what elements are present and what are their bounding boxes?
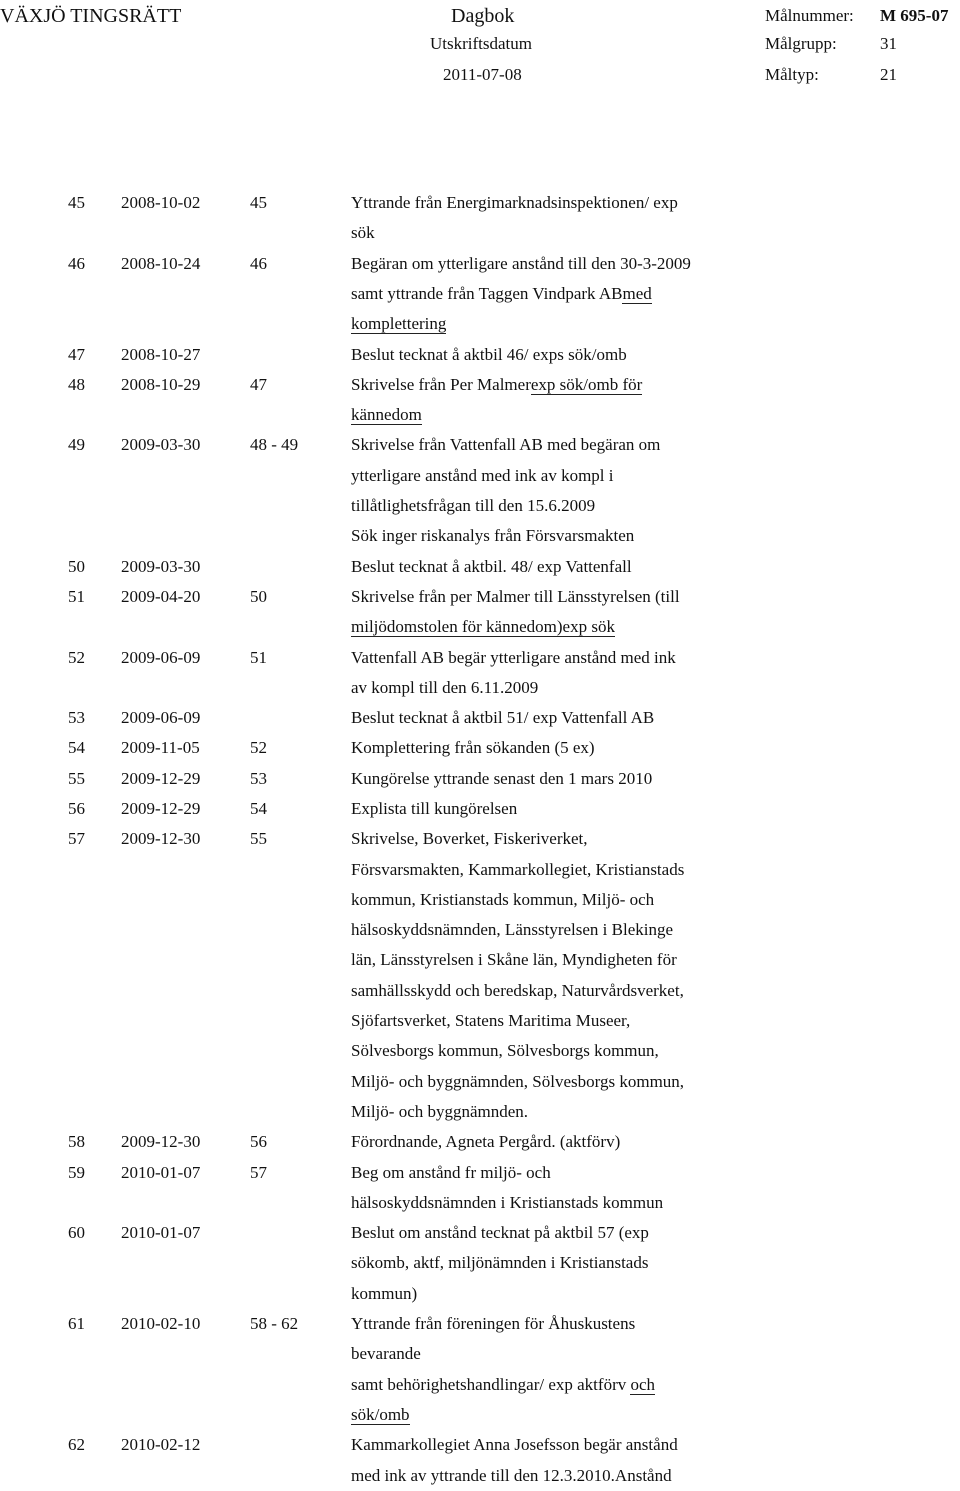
description-line bbox=[351, 612, 680, 642]
description-text: Skrivelse från Vattenfall AB med begäran om bbox=[351, 435, 661, 455]
entry-date: 2010-02-12 bbox=[121, 1435, 201, 1455]
print-date: 2011-07-08 bbox=[443, 65, 522, 84]
entry-date: 2010-02-10 bbox=[121, 1314, 201, 1334]
diary-entry bbox=[0, 733, 960, 763]
entry-date: 2009-12-30 bbox=[121, 829, 201, 849]
entry-description bbox=[351, 764, 652, 794]
entry-description bbox=[351, 643, 676, 704]
entry-description bbox=[351, 1158, 663, 1219]
description-text: Skrivelse från Per Malmer bbox=[351, 374, 531, 394]
entry-description bbox=[351, 824, 684, 1127]
description-text: Förordnande, Agneta Pergård. (aktförv) bbox=[351, 1132, 621, 1152]
description-line bbox=[351, 218, 678, 248]
description-line bbox=[351, 1097, 684, 1127]
entry-attachment: 46 bbox=[250, 253, 267, 273]
case-group-label: Målgrupp: bbox=[765, 34, 837, 53]
description-text: Kungörelse yttrande senast den 1 mars 2010 bbox=[351, 768, 653, 788]
description-text: bevarande bbox=[351, 1344, 421, 1364]
description-line bbox=[351, 1036, 684, 1066]
description-text: kommun) bbox=[351, 1283, 418, 1303]
description-line bbox=[351, 491, 660, 521]
description-text: sök/omb bbox=[351, 1404, 410, 1424]
entry-number: 60 bbox=[68, 1223, 85, 1243]
entry-number: 50 bbox=[68, 556, 85, 576]
entry-date: 2009-04-20 bbox=[121, 586, 201, 606]
description-text: Vattenfall AB begär ytterligare anstånd med ink bbox=[351, 647, 676, 667]
case-group: 31 bbox=[880, 34, 897, 53]
entry-number: 61 bbox=[68, 1314, 85, 1334]
entry-description bbox=[351, 370, 642, 431]
diary-entry bbox=[0, 1158, 960, 1219]
entry-attachment: 53 bbox=[250, 768, 267, 788]
diary-entry bbox=[0, 188, 960, 249]
entry-description bbox=[351, 340, 627, 370]
description-text: av kompl till den 6.11.2009 bbox=[351, 677, 539, 697]
description-text: Beg om anstånd fr miljö- och bbox=[351, 1162, 551, 1182]
description-text: Begäran om ytterligare anstånd till den 30-3-2009 bbox=[351, 253, 691, 273]
entry-attachment: 47 bbox=[250, 374, 267, 394]
entry-date: 2008-10-02 bbox=[121, 193, 201, 212]
entry-attachment: 50 bbox=[250, 586, 267, 606]
description-line bbox=[351, 1461, 678, 1491]
entry-description bbox=[351, 794, 517, 824]
underlined-text: med bbox=[622, 283, 652, 303]
description-line bbox=[351, 1158, 663, 1188]
description-line bbox=[351, 1127, 620, 1157]
diary-entry bbox=[0, 340, 960, 370]
case-number-label: Målnummer: bbox=[765, 6, 854, 25]
description-text: Sölvesborgs kommun, Sölvesborgs kommun, bbox=[351, 1041, 659, 1061]
entry-date: 2008-10-24 bbox=[121, 253, 201, 273]
entry-date: 2009-12-30 bbox=[121, 1132, 201, 1152]
description-line bbox=[351, 1188, 663, 1218]
entry-date: 2009-06-09 bbox=[121, 708, 201, 728]
description-text: hälsoskyddsnämnden, Länsstyrelsen i Blekinge bbox=[351, 920, 674, 940]
diary-entry bbox=[0, 552, 960, 582]
description-text: Försvarsmakten, Kammarkollegiet, Kristianstads bbox=[351, 859, 685, 879]
entry-number: 45 bbox=[68, 193, 85, 212]
entry-attachment: 52 bbox=[250, 738, 267, 758]
entry-date: 2008-10-29 bbox=[121, 374, 201, 394]
case-number: M 695-07 bbox=[880, 6, 949, 25]
description-line bbox=[351, 1370, 655, 1400]
entry-attachment: 51 bbox=[250, 647, 267, 667]
entry-description bbox=[351, 188, 678, 249]
description-text: Miljö- och byggnämnden, Sölvesborgs kommun, bbox=[351, 1071, 685, 1091]
description-text: ytterligare anstånd med ink av kompl i bbox=[351, 465, 614, 485]
description-line bbox=[351, 1006, 684, 1036]
description-line bbox=[351, 1248, 649, 1278]
entry-attachment: 45 bbox=[250, 193, 267, 212]
diary-entry bbox=[0, 249, 960, 340]
description-line bbox=[351, 521, 660, 551]
description-line bbox=[351, 1279, 649, 1309]
description-line bbox=[351, 885, 684, 915]
entry-attachment: 48 - 49 bbox=[250, 435, 299, 455]
diary-entry bbox=[0, 1430, 960, 1491]
underlined-text: exp sök bbox=[562, 617, 615, 637]
entry-description bbox=[351, 1127, 620, 1157]
entry-description bbox=[351, 703, 654, 733]
entry-description bbox=[351, 582, 680, 643]
description-line bbox=[351, 430, 660, 460]
diary-entry bbox=[0, 1127, 960, 1157]
description-line bbox=[351, 1067, 684, 1097]
description-text: Miljö- och byggnämnden. bbox=[351, 1101, 529, 1121]
entry-number: 51 bbox=[68, 586, 85, 606]
diary-entry bbox=[0, 1309, 960, 1430]
description-line bbox=[351, 1309, 655, 1339]
entry-date: 2009-12-29 bbox=[121, 768, 201, 788]
description-text: Beslut tecknat å aktbil 46/ exps sök/omb bbox=[351, 344, 627, 364]
description-line bbox=[351, 400, 642, 430]
description-line bbox=[351, 582, 680, 612]
entry-number: 59 bbox=[68, 1162, 85, 1182]
entry-date: 2009-11-05 bbox=[121, 738, 200, 758]
description-text: Kammarkollegiet Anna Josefsson begär anstånd bbox=[351, 1435, 678, 1455]
description-line bbox=[351, 733, 595, 763]
description-line bbox=[351, 855, 684, 885]
description-line bbox=[351, 370, 642, 400]
description-text: Yttrande från föreningen för Åhuskustens bbox=[351, 1314, 636, 1334]
description-text: miljödomstolen för kännedom) bbox=[351, 617, 563, 637]
diary-entry bbox=[0, 582, 960, 643]
entry-attachment: 56 bbox=[250, 1132, 267, 1152]
description-line bbox=[351, 279, 691, 309]
description-text: sökomb, aktf, miljönämnden i Kristianstads bbox=[351, 1253, 649, 1273]
description-line bbox=[351, 340, 627, 370]
entry-attachment: 55 bbox=[250, 829, 267, 849]
description-line bbox=[351, 249, 691, 279]
description-text: samt yttrande från Taggen Vindpark AB bbox=[351, 283, 623, 303]
description-text: län, Länsstyrelsen i Skåne län, Myndigheten för bbox=[351, 950, 677, 970]
diary-entry bbox=[0, 643, 960, 704]
entry-attachment: 54 bbox=[250, 799, 267, 818]
court-name: VÄXJÖ TINGSRÄTT bbox=[0, 5, 182, 27]
description-line bbox=[351, 703, 654, 733]
diary-entry bbox=[0, 1218, 960, 1309]
entry-number: 57 bbox=[68, 829, 85, 849]
entry-description bbox=[351, 1430, 678, 1491]
entry-date: 2009-12-29 bbox=[121, 799, 201, 818]
entry-number: 47 bbox=[68, 344, 85, 364]
description-line bbox=[351, 673, 676, 703]
entry-date: 2008-10-27 bbox=[121, 344, 201, 364]
description-line bbox=[351, 976, 684, 1006]
description-line bbox=[351, 824, 684, 854]
description-line bbox=[351, 309, 691, 339]
entry-number: 49 bbox=[68, 435, 85, 455]
diary-entry bbox=[0, 703, 960, 733]
description-text: Explista till kungörelsen bbox=[351, 799, 518, 818]
description-text: Beslut om anstånd tecknat på aktbil 57 (exp bbox=[351, 1223, 649, 1243]
underlined-text: exp sök/omb för bbox=[530, 374, 643, 394]
entry-description bbox=[351, 733, 595, 763]
entry-attachment: 58 - 62 bbox=[250, 1314, 299, 1334]
description-text: komplettering bbox=[351, 314, 447, 334]
entry-description bbox=[351, 430, 660, 551]
description-line bbox=[351, 552, 632, 582]
entry-description bbox=[351, 1309, 655, 1430]
entry-number: 62 bbox=[68, 1435, 85, 1455]
entry-date: 2009-03-30 bbox=[121, 556, 201, 576]
description-text: kännedom bbox=[351, 405, 422, 425]
description-line bbox=[351, 461, 660, 491]
description-text: hälsoskyddsnämnden i Kristianstads kommun bbox=[351, 1192, 664, 1212]
description-line bbox=[351, 764, 652, 794]
entry-number: 52 bbox=[68, 647, 85, 667]
description-line bbox=[351, 1430, 678, 1460]
description-line bbox=[351, 1339, 655, 1369]
entry-number: 54 bbox=[68, 738, 85, 758]
diary-entry bbox=[0, 430, 960, 551]
description-text: med ink av yttrande till den 12.3.2010.Anstånd bbox=[351, 1465, 672, 1485]
description-line bbox=[351, 1218, 649, 1248]
diary-entry bbox=[0, 794, 960, 824]
entry-date: 2009-03-30 bbox=[121, 435, 201, 455]
document-title: Dagbok bbox=[451, 5, 515, 27]
diary-entry bbox=[0, 764, 960, 794]
entry-attachment: 57 bbox=[250, 1162, 267, 1182]
description-text: Sök inger riskanalys från Försvarsmakten bbox=[351, 526, 635, 546]
entry-number: 53 bbox=[68, 708, 85, 728]
entry-description bbox=[351, 552, 632, 582]
description-text: samt behörighetshandlingar/ exp aktförv bbox=[351, 1374, 631, 1394]
case-type-label: Måltyp: bbox=[765, 65, 819, 84]
entry-number: 46 bbox=[68, 253, 85, 273]
description-text: sök bbox=[351, 223, 375, 243]
description-line bbox=[351, 188, 678, 218]
description-text: tillåtlighetsfrågan till den 15.6.2009 bbox=[351, 495, 596, 515]
entry-number: 58 bbox=[68, 1132, 85, 1152]
description-line bbox=[351, 794, 517, 824]
diary-entry bbox=[0, 824, 960, 1127]
description-line bbox=[351, 643, 676, 673]
underlined-text: och bbox=[630, 1374, 656, 1394]
print-date-label: Utskriftsdatum bbox=[430, 34, 532, 53]
description-line bbox=[351, 1400, 655, 1430]
entry-date: 2010-01-07 bbox=[121, 1162, 201, 1182]
case-type: 21 bbox=[880, 65, 897, 84]
description-text: Beslut tecknat å aktbil 51/ exp Vattenfall AB bbox=[351, 708, 655, 728]
description-text: samhällsskydd och beredskap, Naturvårdsverket, bbox=[351, 980, 684, 1000]
entry-number: 56 bbox=[68, 799, 85, 818]
description-text: Beslut tecknat å aktbil. 48/ exp Vattenfall bbox=[351, 556, 632, 576]
description-text: Skrivelse från per Malmer till Länsstyrelsen (till bbox=[351, 586, 680, 606]
entry-description bbox=[351, 1218, 649, 1309]
entry-number: 48 bbox=[68, 374, 85, 394]
entry-date: 2010-01-07 bbox=[121, 1223, 201, 1243]
entry-number: 55 bbox=[68, 768, 85, 788]
diary-entry bbox=[0, 370, 960, 431]
description-text: Yttrande från Energimarknadsinspektionen/ exp bbox=[351, 193, 678, 212]
description-text: Komplettering från sökanden (5 ex) bbox=[351, 738, 595, 758]
entry-date: 2009-06-09 bbox=[121, 647, 201, 667]
description-text: Skrivelse, Boverket, Fiskeriverket, bbox=[351, 829, 588, 849]
entry-description bbox=[351, 249, 691, 340]
description-line bbox=[351, 915, 684, 945]
description-line bbox=[351, 945, 684, 975]
description-text: Sjöfartsverket, Statens Maritima Museer, bbox=[351, 1011, 631, 1031]
description-text: kommun, Kristianstads kommun, Miljö- och bbox=[351, 889, 655, 909]
